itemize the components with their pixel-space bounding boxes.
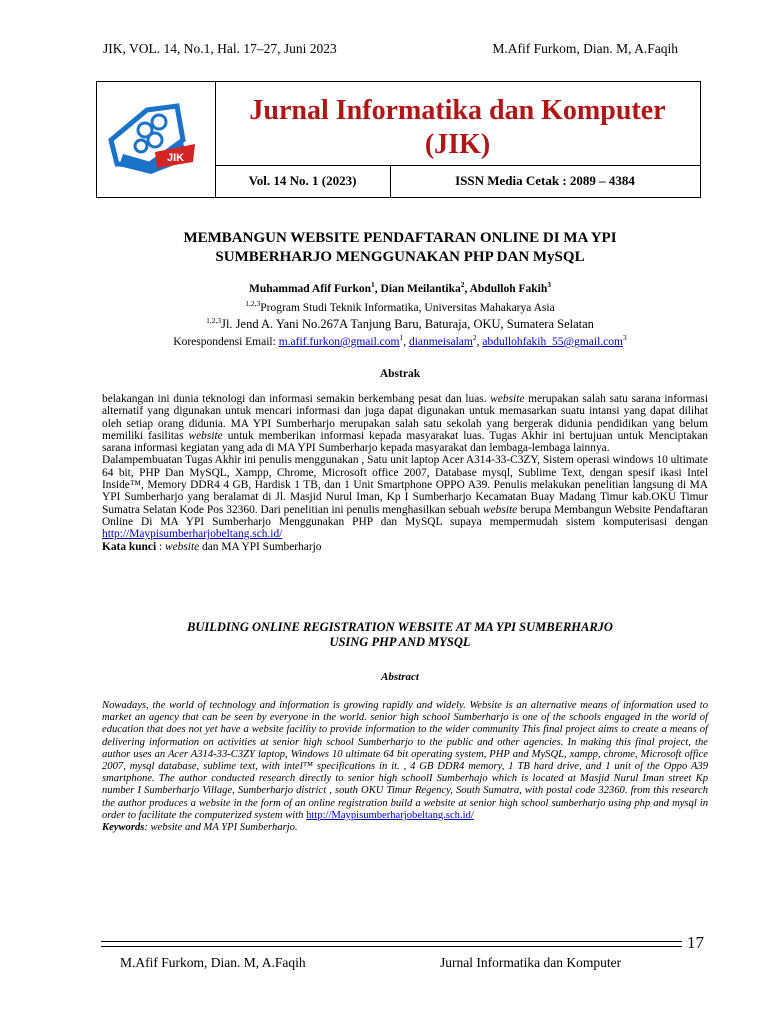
author-sup: 1 xyxy=(371,280,375,289)
english-title-line1: BUILDING ONLINE REGISTRATION WEBSITE AT MA YPI SUMBERHARJO xyxy=(187,620,613,634)
running-header-right: M.Afif Furkom, Dian. M, A.Faqih xyxy=(492,41,678,56)
journal-title-line1: Jurnal Informatika dan Komputer xyxy=(249,95,666,126)
affiliation-2 xyxy=(100,316,700,332)
footer-journal: Jurnal Informatika dan Komputer xyxy=(440,955,622,970)
english-title xyxy=(100,620,700,650)
text-run: Nowadays, the world of technology and information is growing rapidly and widely. Website is an alternative means of information used to market an agency that can be seen by everyone in the world. senior high school Sumberharjo is one of the schools engaged in the world of education that does not yet have a website facility to provide information to the wider community This final project aims to create a means of delivering information on activities at senior high school Sumberharjo to the public and other agencies. In making this final project, the author uses an Acer A314-33-C3ZY laptop, Windows 10 ultimate 64 bit operating system, PHP and MySQL, xampp, chrome, Microsoft office 2007, mysql database, sublime text, with intel™ specifications in it. , 4 GB DDR4 memory, 1 TB hard drive, and 1 unit of the Oppo A39 smartphone. The author conducted research directly to senior high schoolI Sumberhajo which is located at Masjid Nurul Iman street Kp number I Sumberharjo Village, Sumberharjo district , south OKU Timur Regency, South Sumatra, with postal code 32360. from this research the author produces a website in the form of an online registration build a website at senior high school sumberharjo using php and mysql in order to facilitate the computerized system with xyxy=(102,700,708,821)
keywords xyxy=(102,822,708,834)
abstrak-paragraph xyxy=(102,393,708,454)
email-sup: 3 xyxy=(622,333,627,342)
abstract-paragraph xyxy=(102,700,708,822)
text-run: untuk memberikan informasi kepada masyarakat luas. Tugas Akhir ini bertujuan untuk Menciptakan sarana informasi kegiatan yang ada di MA YPI Sumberharjo kepada masyarakat dan lembaga-lembaga lainnya. xyxy=(102,429,708,455)
text-run: merupakan salah satu sarana informasi alternatif yang digunakan untuk mencari informasi dan juga dapat digunakan untuk memasarkan suatu intansi yang dapat dilihat oleh setiap orang didunia. MA YPI Sumberharjo merupakan salah satu sekolah yang bergerak didunia pendidikan yang belum memiliki fasilitas xyxy=(102,393,709,442)
kata-kunci xyxy=(102,541,708,553)
abstrak-paragraph xyxy=(102,454,708,540)
text-run: belakangan ini dunia teknologi dan informasi semakin berkembang pesat dan luas. xyxy=(102,393,491,405)
paper-title xyxy=(100,229,700,267)
author-name: Dian Meilantika xyxy=(380,282,461,295)
text-run: berupa Membangun Website Pendaftaran Online Di MA YPI Sumberharjo Menggunakan PHP dan MySQL supaya mempermudah sistem komputerisasi dengan xyxy=(102,503,708,528)
website-link[interactable]: http://Maypisumberharjobeltang.sch.id/ xyxy=(102,528,283,541)
text-run: Dalampembuatan Tugas Akhir ini penulis menggunakan , Satu unit laptop Acer A314-33-C3ZY, Sistem operasi windows 10 ultimate 64 bit, PHP Dan MySQL, Xampp, Chrome, Microsoft office 2007, Database mysql, Sublime Text, dengan spesif ikasi Intel Inside™, Memory DDR4 4 GB, Hardisk 1 TB, dan 1 Unit Smartphone OPPO A39. Penulis melakukan penelitian langsung di MA YPI Sumberharjo yang beralamat di Jl. Masjid Nurul Iman, Kp I Sumberharjo Kecamatan Buay Madang Timur kab.OKU Timur Sumatra Selatan Kode Pos 32360. Dari penelitian ini penulis menghasilkan sebuah xyxy=(102,454,708,516)
footer-rule xyxy=(101,941,682,942)
journal-meta-row xyxy=(215,165,700,198)
author-list: Muhammad Afif Furkon$^1$, Dian Meilantika$^2$, Abdulloh Fakih$^3$ xyxy=(248,280,552,295)
website-link[interactable]: http://Maypisumberharjobeltang.sch.id/ xyxy=(306,809,474,821)
journal-banner xyxy=(96,81,701,198)
affil-text: Jl. Jend A. Yani No.267A Tanjung Baru, Baturaja, OKU, Sumatera Selatan xyxy=(221,317,594,332)
journal-title-cell xyxy=(215,82,700,165)
affil-sup: 1,2,3 xyxy=(245,299,261,308)
correspondence-line: Korespondensi Email: m.afif.furkon@gmail.com$^1$, dianmeisalam$^2$, abdullohfakih_55@gmail.com$^3$ xyxy=(173,333,627,348)
journal-volume: Vol. 14 No. 1 (2023) xyxy=(215,166,391,198)
email-sup: 2 xyxy=(472,333,477,342)
journal-title-line2: (JIK) xyxy=(424,129,491,160)
kw-label: Keywords xyxy=(102,822,145,834)
text-run: website xyxy=(165,540,200,553)
text-run: website xyxy=(483,503,518,516)
affil-sup: 1,2,3 xyxy=(206,316,222,325)
text-run: website xyxy=(490,393,525,405)
jik-logo-icon xyxy=(97,82,215,197)
footer-rule xyxy=(101,946,682,947)
text-run: website xyxy=(188,429,223,442)
text-run: : website and MA YPI Sumberharjo. xyxy=(144,822,298,834)
paper-title-line2: SUMBERHARJO MENGGUNAKAN PHP DAN MySQL xyxy=(215,249,585,265)
abstrak-heading: Abstrak xyxy=(379,368,421,380)
email-link[interactable]: m.afif.furkon@gmail.com xyxy=(278,335,400,348)
corr-label: Korespondensi Email: xyxy=(173,335,279,348)
abstract-body xyxy=(102,700,708,834)
english-title-line2: USING PHP AND MYSQL xyxy=(329,635,471,649)
affil-text: Program Studi Teknik Informatika, Universitas Mahakarya Asia xyxy=(260,301,555,314)
journal-logo xyxy=(97,82,216,197)
kw-label: Kata kunci xyxy=(102,540,157,553)
author-sup: 2 xyxy=(460,280,465,289)
email-link[interactable]: abdullohfakih_55@gmail.com xyxy=(482,335,623,348)
affiliation-1 xyxy=(100,299,700,314)
abstract-heading: Abstract xyxy=(381,671,419,683)
running-header-left: JIK, VOL. 14, No.1, Hal. 17–27, Juni 2023 xyxy=(103,41,337,56)
email-sup: 1 xyxy=(399,333,404,342)
footer-authors: M.Afif Furkom, Dian. M, A.Faqih xyxy=(120,955,306,970)
abstrak-body xyxy=(102,393,708,553)
text-run: dan MA YPI Sumberharjo xyxy=(199,540,322,553)
page-number: 17 xyxy=(687,933,704,952)
author-name: Abdulloh Fakih xyxy=(469,282,548,295)
author-sup: 3 xyxy=(547,280,552,289)
paper-title-line1: MEMBANGUN WEBSITE PENDAFTARAN ONLINE DI MA YPI xyxy=(183,230,617,246)
author-name: Muhammad Afif Furkon xyxy=(248,282,372,295)
text-run: : xyxy=(156,540,165,553)
journal-issn: ISSN Media Cetak : 2089 – 4384 xyxy=(455,173,635,188)
logo-text: JIK xyxy=(167,152,185,164)
email-link[interactable]: dianmeisalam xyxy=(408,335,473,348)
